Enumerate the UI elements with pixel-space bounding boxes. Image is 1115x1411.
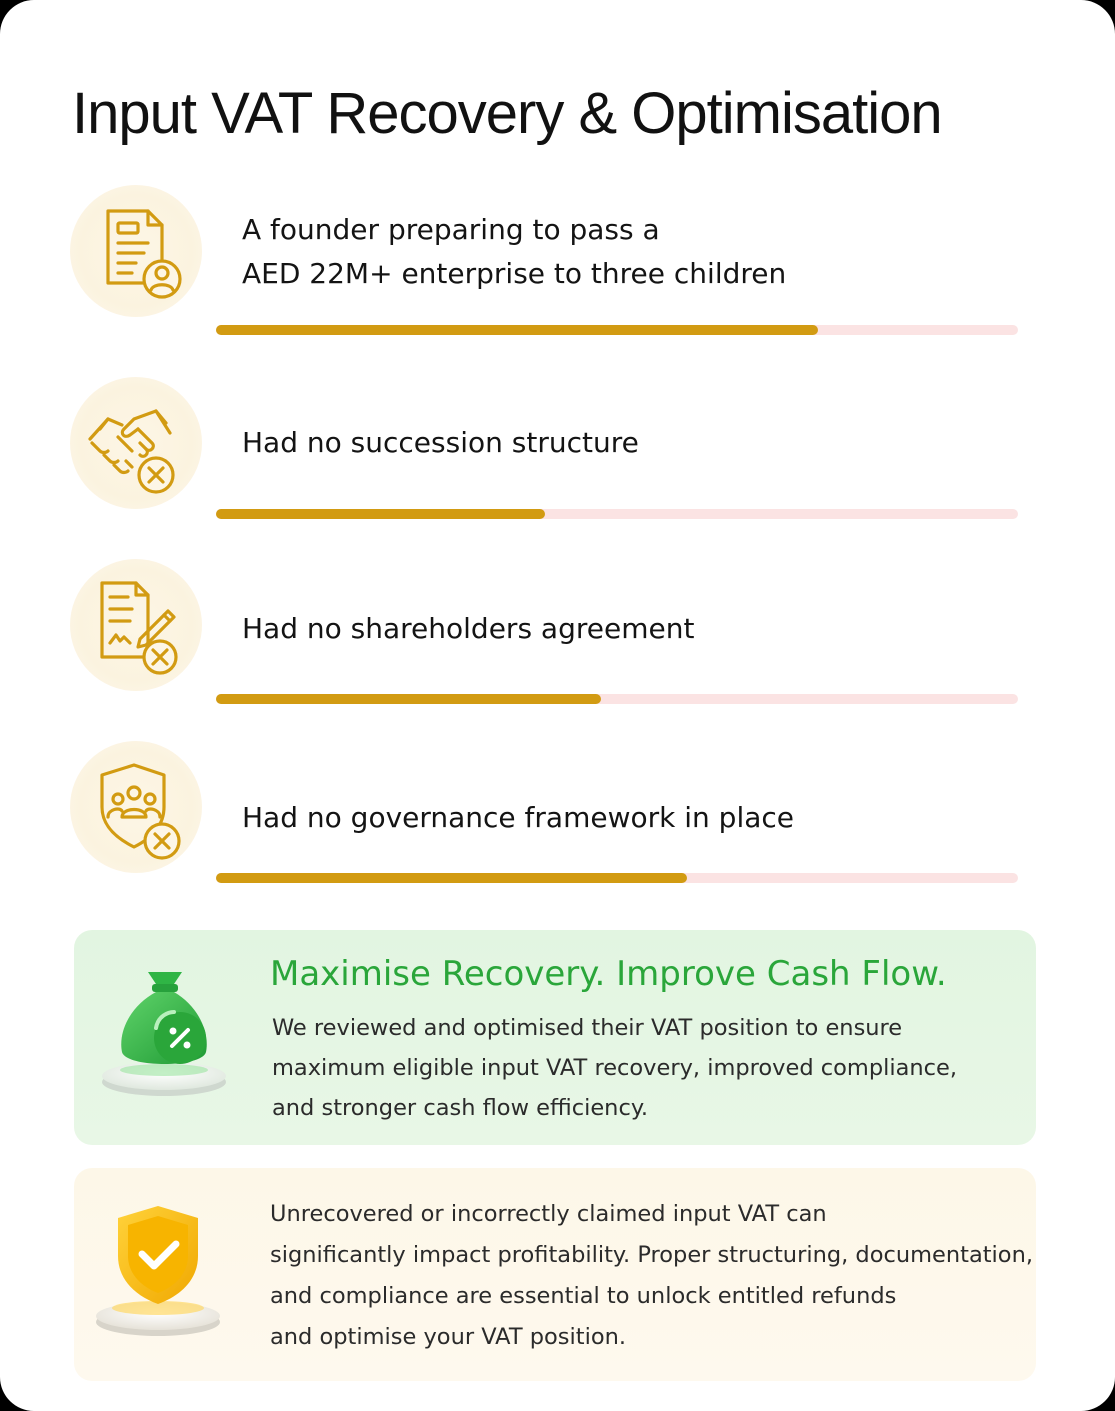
row-line: Had no shareholders agreement [242, 612, 695, 645]
row-text [242, 607, 694, 651]
progress-track [216, 694, 1018, 704]
row-line: Had no governance framework in place [242, 801, 795, 834]
progress-fill [216, 325, 818, 335]
row-text [242, 796, 794, 840]
card-body [272, 1008, 957, 1128]
progress-track [216, 325, 1018, 335]
card-body [270, 1194, 1033, 1358]
card-line: maximum eligible input VAT recovery, improved compliance, [272, 1055, 958, 1081]
highlight-card [74, 930, 1036, 1145]
row-line: AED 22M+ enterprise to three children [242, 257, 787, 290]
note-card [74, 1168, 1036, 1381]
progress-fill [216, 873, 687, 883]
card-line: and optimise your VAT position. [270, 1324, 627, 1350]
progress-track [216, 509, 1018, 519]
money-bag-percent-icon [94, 962, 234, 1112]
card-line: significantly impact profitability. Proper structuring, documentation, [270, 1242, 1033, 1268]
row-text [242, 208, 786, 296]
list-item [0, 739, 1115, 909]
page-title: Input VAT Recovery & Optimisation [72, 81, 942, 146]
shield-check-icon [94, 1198, 234, 1348]
progress-fill [216, 694, 601, 704]
card-line: We reviewed and optimised their VAT position to ensure [272, 1015, 903, 1041]
list-item [0, 375, 1115, 545]
row-text [242, 421, 639, 465]
row-line: Had no succession structure [242, 426, 639, 459]
card-line: Unrecovered or incorrectly claimed input VAT can [270, 1201, 827, 1227]
shield-people-x-icon [70, 741, 202, 873]
document-user-icon [70, 185, 202, 317]
progress-fill [216, 509, 545, 519]
row-line: A founder preparing to pass a [242, 213, 660, 246]
card-heading: Maximise Recovery. Improve Cash Flow. [270, 954, 947, 994]
list-item [0, 557, 1115, 727]
progress-track [216, 873, 1018, 883]
list-item [0, 185, 1115, 355]
card-line: and stronger cash flow efficiency. [272, 1095, 649, 1121]
handshake-x-icon [70, 377, 202, 509]
card-line: and compliance are essential to unlock entitled refunds [270, 1283, 897, 1309]
agreement-x-icon [70, 559, 202, 691]
